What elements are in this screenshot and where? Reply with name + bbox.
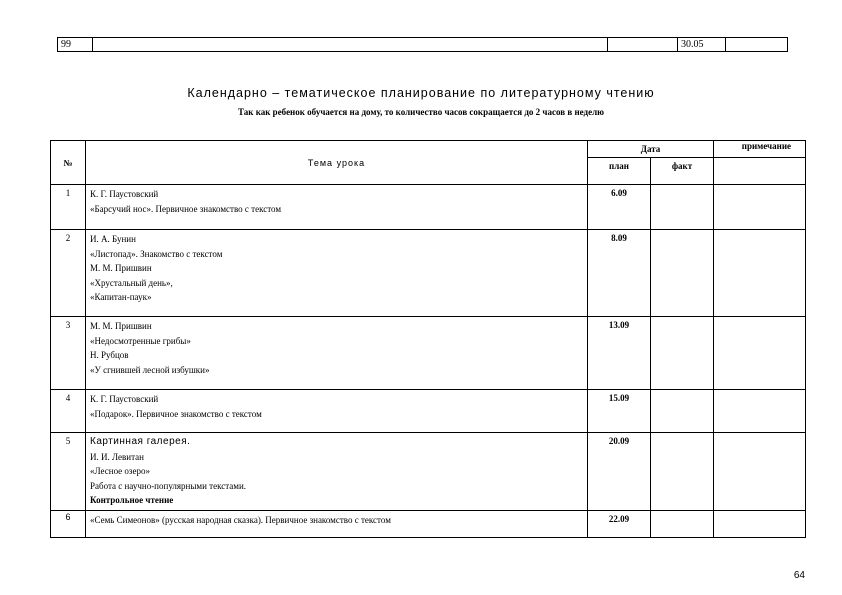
topic-line: «Барсучий нос». Первичное знакомство с текстом [90, 203, 282, 214]
row-fact [651, 511, 714, 538]
topic-line: «Листопад». Знакомство с текстом [90, 248, 223, 259]
topic-line: И. И. Левитан [90, 451, 144, 462]
topic-line: Контрольное чтение [90, 495, 174, 505]
row-plan-date: 22.09 [588, 511, 651, 538]
strip-number: 99 [58, 38, 93, 52]
row-plan-date: 13.09 [588, 317, 651, 390]
row-note [714, 185, 806, 230]
top-strip-table [57, 37, 788, 52]
header-note-empty [714, 158, 806, 185]
header-fact-label: факт [671, 161, 693, 171]
row-fact [651, 185, 714, 230]
table-row [51, 390, 806, 433]
row-num: 6 [51, 511, 86, 538]
page-title: Календарно – тематическое планирование по литературному чтению [187, 86, 655, 100]
topic-line: «Подарок». Первичное знакомство с текстом [90, 408, 262, 419]
row-fact [651, 390, 714, 433]
topic-line: И. А. Бунин [90, 234, 136, 244]
row-num: 2 [51, 230, 86, 317]
topic-line: М. М. Пришвин [90, 263, 152, 273]
topic-line: К. Г. Паустовский [90, 394, 159, 404]
table-row [51, 433, 806, 511]
row-note [714, 433, 806, 511]
row-num: 4 [51, 390, 86, 433]
table-row [51, 230, 806, 317]
strip-date: 30.05 [678, 38, 726, 52]
row-num: 1 [51, 185, 86, 230]
strip-empty [608, 38, 678, 52]
header-plan [588, 158, 651, 185]
row-topic [86, 185, 588, 230]
row-topic [86, 230, 588, 317]
row-topic [86, 511, 588, 538]
topic-line: М. М. Пришвин [90, 321, 152, 331]
row-fact [651, 433, 714, 511]
row-note [714, 390, 806, 433]
header-num: № [51, 141, 86, 185]
row-fact [651, 230, 714, 317]
page-number: 64 [793, 570, 805, 581]
strip-topic [93, 38, 608, 52]
topic-line: Н. Рубцов [90, 350, 129, 360]
topic-line: «Семь Симеонов» (русская народная сказка). Первичное знакомство с текстом [90, 515, 391, 525]
strip-note [726, 38, 788, 52]
row-plan-date: 6.09 [588, 185, 651, 230]
row-plan-date: 15.09 [588, 390, 651, 433]
row-num: 5 [51, 433, 86, 511]
row-topic [86, 317, 588, 390]
topic-line: Картинная галерея. [90, 436, 191, 447]
header-plan-label: план [609, 161, 629, 171]
topic-line: Работа с научно-популярными текстами. [90, 480, 247, 491]
topic-line: «Лесное озеро» [90, 466, 150, 476]
table-row [51, 185, 806, 230]
row-topic [86, 433, 588, 511]
header-note: примечание [714, 141, 806, 158]
row-fact [651, 317, 714, 390]
row-topic [86, 390, 588, 433]
page-subtitle: Так как ребенок обучается на дому, то количество часов сокращается до 2 часов в неделю [237, 107, 605, 117]
table-row [51, 317, 806, 390]
topic-line: «Капитан-паук» [90, 292, 152, 302]
table-row [51, 511, 806, 538]
header-date: Дата [588, 141, 714, 158]
topic-line: «У сгнившей лесной избушки» [90, 364, 210, 375]
row-num: 3 [51, 317, 86, 390]
header-fact [651, 158, 714, 185]
row-note [714, 511, 806, 538]
topic-line: «Хрустальный день», [90, 277, 173, 288]
header-row [51, 141, 806, 158]
topic-line: «Недосмотренные грибы» [90, 335, 191, 346]
plan-table [50, 140, 806, 538]
topic-line: К. Г. Паустовский [90, 189, 159, 199]
header-theme: Тема урока [86, 141, 588, 185]
row-plan-date: 20.09 [588, 433, 651, 511]
row-note [714, 230, 806, 317]
row-note [714, 317, 806, 390]
row-plan-date: 8.09 [588, 230, 651, 317]
